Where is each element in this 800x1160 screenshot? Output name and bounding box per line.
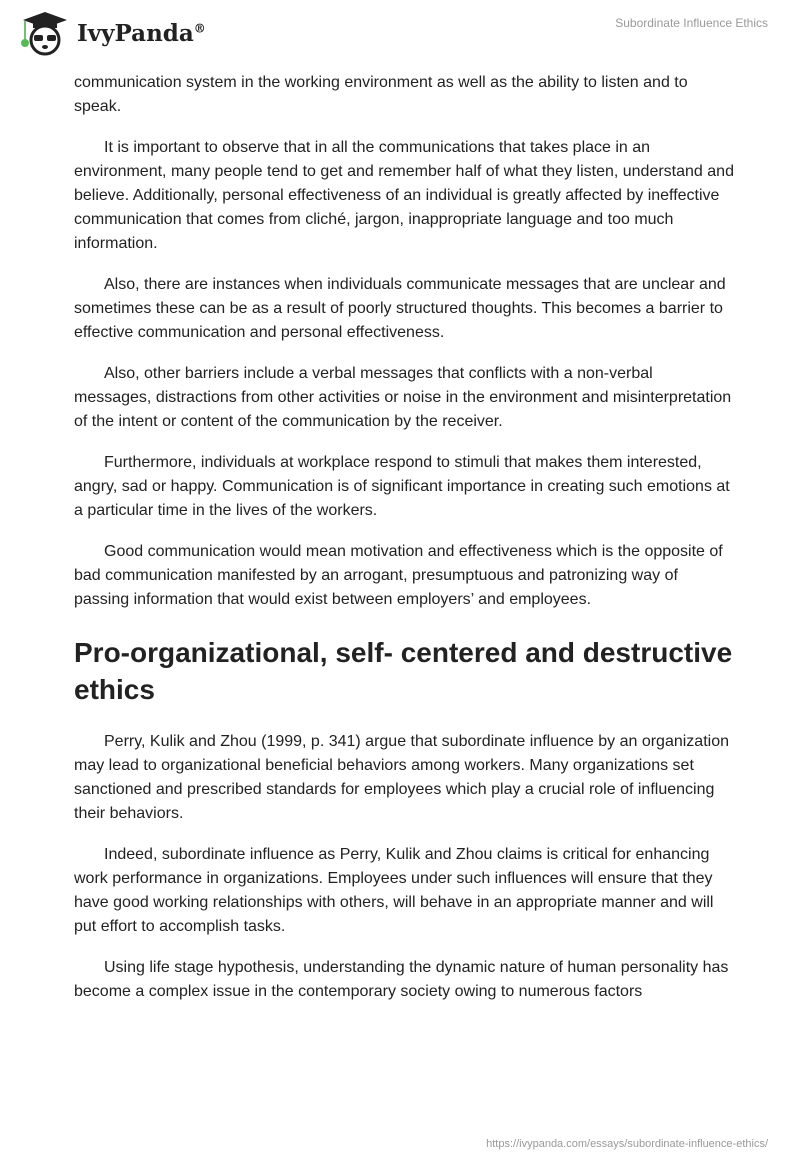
paragraph: Also, there are instances when individuals communicate messages that are unclear and sometimes these can be as a result of poorly structured thoughts. This becomes a barrier to effective communication and personal effectiveness. xyxy=(74,276,726,341)
essay-content xyxy=(74,71,734,1021)
paragraph: Furthermore, individuals at workplace respond to stimuli that makes them interested, angry, sad or happy. Communication is of significant importance in creating such emotions at a particular time in the lives of the workers. xyxy=(74,454,730,519)
paragraph: Perry, Kulik and Zhou (1999, p. 341) argue that subordinate influence by an organization may lead to organizational beneficial behaviors among workers. Many organizations set sanctioned and prescribed standards for employees which play a crucial role of influencing their behaviors. xyxy=(74,733,729,822)
footer-url[interactable]: https://ivypanda.com/essays/subordinate-influence-ethics/ xyxy=(486,1138,768,1150)
logo[interactable] xyxy=(17,10,206,56)
header xyxy=(0,0,800,60)
paragraph: communication system in the working environment as well as the ability to listen and to speak. xyxy=(74,74,688,115)
logo-text: IvyPanda® xyxy=(77,19,206,47)
paragraph: Also, other barriers include a verbal messages that conflicts with a non-verbal messages, distractions from other activities or noise in the environment and misinterpretation of the intent or content of the communication by the receiver. xyxy=(74,365,732,430)
section-heading: Pro-organizational, self- centered and destructive ethics xyxy=(74,637,733,705)
panda-logo-icon xyxy=(17,10,73,56)
paragraph: Using life stage hypothesis, understanding the dynamic nature of human personality has become a complex issue in the contemporary society owing to numerous factors xyxy=(74,959,729,1000)
paragraph: It is important to observe that in all the communications that takes place in an environment, many people tend to get and remember half of what they listen, understand and believe. Additionally, personal effectiveness of an individual is greatly affected by ineffective communication that comes from cliché, jargon, inappropriate language and too much information. xyxy=(74,139,734,252)
paragraph: Good communication would mean motivation and effectiveness which is the opposite of bad communication manifested by an arrogant, presumptuous and patronizing way of passing information that would exist between employers’ and employees. xyxy=(74,543,723,608)
page-title: Subordinate Influence Ethics xyxy=(615,16,768,30)
paragraph: Indeed, subordinate influence as Perry, Kulik and Zhou claims is critical for enhancing work performance in organizations. Employees under such influences will ensure that they have good working relationships with others, will behave in an appropriate manner and will put effort to accomplish tasks. xyxy=(74,846,714,935)
